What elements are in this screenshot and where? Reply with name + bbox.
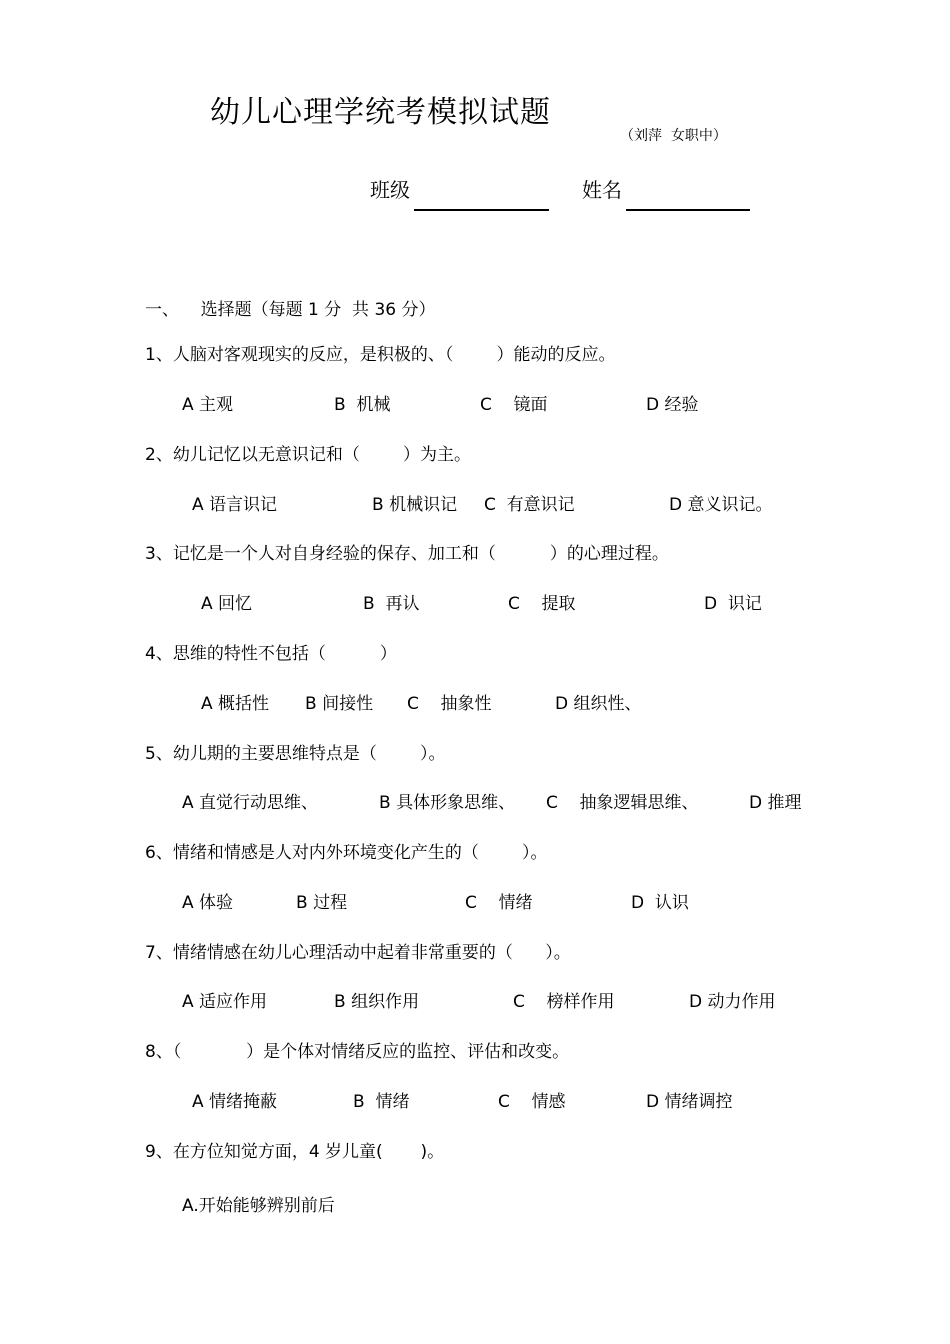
option-a: A 体验 bbox=[182, 893, 234, 913]
option-b: B 机械 bbox=[334, 395, 391, 415]
option-a: A 情绪掩蔽 bbox=[192, 1092, 278, 1112]
option-d: D 经验 bbox=[646, 395, 699, 415]
section-heading: 一、 选择题（每题 1 分 共 36 分） bbox=[145, 300, 436, 320]
author-note: （刘萍 女职中） bbox=[620, 128, 727, 144]
option-b: B 具体形象思维、 bbox=[379, 793, 516, 813]
option-d: D 识记 bbox=[704, 594, 762, 614]
option-c: C 情感 bbox=[498, 1092, 566, 1112]
name-blank bbox=[626, 209, 750, 211]
option-c: C 提取 bbox=[508, 594, 576, 614]
option-d: D 组织性、 bbox=[555, 694, 642, 714]
option-a: A 概括性 bbox=[201, 694, 270, 714]
option-b: B 机械识记 bbox=[372, 495, 458, 515]
option-d: D 意义识记。 bbox=[669, 495, 773, 515]
question-text: 7、情绪情感在幼儿心理活动中起着非常重要的（ ）。 bbox=[145, 943, 571, 963]
option-b: B 组织作用 bbox=[334, 992, 420, 1012]
option-d: D 认识 bbox=[631, 893, 689, 913]
option-d: D 动力作用 bbox=[689, 992, 776, 1012]
option-b: B 再认 bbox=[363, 594, 420, 614]
class-label: 班级 bbox=[370, 178, 410, 202]
option-b: B 间接性 bbox=[305, 694, 374, 714]
option-a: A 适应作用 bbox=[182, 992, 268, 1012]
question-text: 6、情绪和情感是人对内外环境变化产生的（ ）。 bbox=[145, 843, 548, 863]
question-text: 2、幼儿记忆以无意识记和（ ）为主。 bbox=[145, 445, 472, 465]
question-text: 1、人脑对客观现实的反应，是积极的、（ ）能动的反应。 bbox=[145, 345, 616, 365]
option-b: B 情绪 bbox=[353, 1092, 410, 1112]
name-label: 姓名 bbox=[582, 178, 622, 202]
option-c: C 抽象逻辑思维、 bbox=[546, 793, 699, 813]
class-blank bbox=[414, 209, 549, 211]
question-text: 3、记忆是一个人对自身经验的保存、加工和（ ）的心理过程。 bbox=[145, 544, 669, 564]
option-c: C 抽象性 bbox=[407, 694, 492, 714]
option-a: A.开始能够辨别前后 bbox=[182, 1196, 335, 1216]
question-text: 9、在方位知觉方面，4 岁儿童( )。 bbox=[145, 1142, 445, 1162]
option-a: A 回忆 bbox=[201, 594, 253, 614]
option-d: D 情绪调控 bbox=[646, 1092, 733, 1112]
option-c: C 榜样作用 bbox=[513, 992, 615, 1012]
question-text: 8、（ ）是个体对情绪反应的监控、评估和改变。 bbox=[145, 1042, 570, 1062]
option-c: C 有意识记 bbox=[484, 495, 575, 515]
option-a: A 主观 bbox=[182, 395, 234, 415]
option-d: D 推理 bbox=[749, 793, 802, 813]
question-text: 4、思维的特性不包括（ ） bbox=[145, 644, 397, 664]
option-a: A 直觉行动思维、 bbox=[182, 793, 319, 813]
page-title: 幼儿心理学统考模拟试题 bbox=[210, 95, 551, 130]
question-text: 5、幼儿期的主要思维特点是（ ）。 bbox=[145, 744, 446, 764]
option-a: A 语言识记 bbox=[192, 495, 278, 515]
option-b: B 过程 bbox=[296, 893, 348, 913]
option-c: C 情绪 bbox=[465, 893, 533, 913]
option-c: C 镜面 bbox=[480, 395, 548, 415]
